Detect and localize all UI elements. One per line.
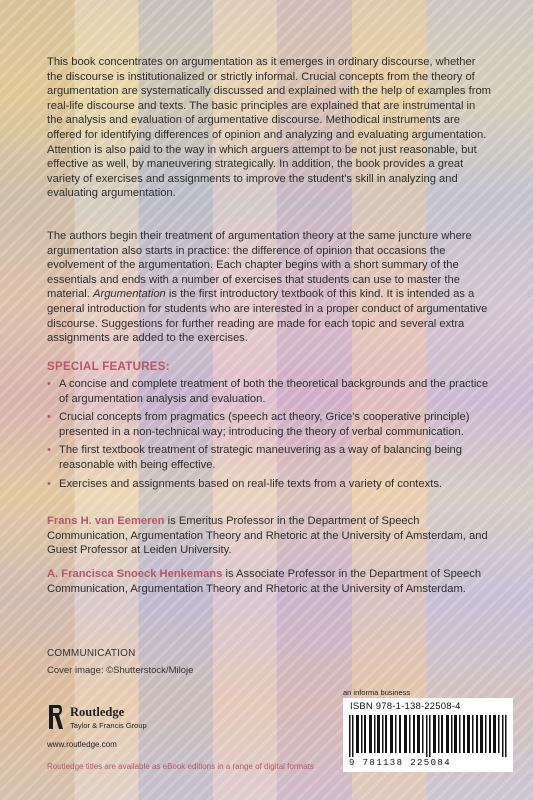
publisher-group: Taylor & Francis Group [70, 721, 147, 730]
ebook-availability-note: Routledge titles are available as eBook editions in a range of digital formats [47, 762, 314, 771]
subject-category: COMMUNICATION [47, 648, 136, 659]
description-paragraph-1: This book concentrates on argumentation as it emerges in ordinary discourse, whether the discourse is institutionalized or strictly informal. Crucial concepts from the theory of argumentation are systematically discussed and explained with the help of examples from real-life discourse and texts. The basic principles are explained that are instrumental in the analysis and evaluation of argumentative discourse. Methodical instruments are offered for identifying differences of opinion and analyzing and evaluating argumentation. Attention is also paid to the way in which arguers attempt to be not just reasonable, but effective as well, by maneuvering strategically. In addition, the book provides a great variety of exercises and assignments to improve the student's skill in analyzing and evaluating argumentation. [47, 56, 492, 200]
isbn-barcode-block [343, 698, 513, 772]
isbn-label: ISBN 978-1-138-22508-4 [350, 701, 461, 712]
bullet-icon: • [47, 477, 51, 490]
feature-text: Crucial concepts from pragmatics (speech act theory, Grice's cooperative principle) presented in a non-technical way; introducing the theory of verbal communication. [59, 411, 470, 438]
feature-item [47, 477, 495, 492]
special-features-heading: SPECIAL FEATURES: [47, 361, 170, 373]
feature-item [47, 410, 495, 439]
author-bio-1 [47, 514, 491, 558]
feature-item [47, 377, 495, 406]
publisher-name: Routledge [70, 705, 125, 719]
bullet-icon: • [47, 411, 51, 424]
bullet-icon: • [47, 444, 51, 457]
author-bio-text: is Emeritus Professor in the Department of Speech Communication, Argumentation Theory and Rhetoric at the University of Amsterdam, and Guest Professor at Leiden University. [47, 515, 488, 557]
bullet-icon: • [47, 378, 51, 390]
publisher-website: www.routledge.com [47, 740, 117, 749]
feature-item [47, 443, 495, 472]
informa-tagline: an informa business [343, 688, 411, 697]
author-name: A. Francisca Snoeck Henkemans [47, 568, 223, 580]
feature-text: Exercises and assignments based on real-life texts from a variety of contexts. [59, 477, 443, 490]
author-name: Frans H. van Eemeren [47, 515, 165, 527]
routledge-logo-icon [47, 703, 65, 731]
special-features-list [47, 377, 495, 495]
author-bio-text: is Associate Professor in the Department of Speech Communication, Argumentation Theory and Rhetoric at the University of Amsterdam. [47, 568, 482, 595]
author-bio-2 [47, 567, 491, 596]
cover-image-credit: Cover image: ©Shutterstock/Miloje [47, 665, 194, 676]
barcode-digits: 9 781138 225084 [349, 758, 452, 768]
paragraph-2-text-start: The authors begin their treatment of argumentation theory at the same juncture where argumentation also starts in practice: the difference of opinion that occasions the evolvement of the argumentation. Each chapter begins with a short summary of the essentials and ends with a number of exercises that students can use to master the material. [47, 230, 472, 301]
description-paragraph-2 [47, 229, 491, 346]
feature-text: The first textbook treatment of strategic maneuvering as a way of balancing being reasonable with being effective. [59, 444, 462, 471]
paragraph-2-text-end: is the first introductory textbook of this kind. It is intended as a general introduction for students who are interested in a proper conduct of argumentative discourse. Suggestions for further reading are made for each topic and several extra assignments are added to the exercises. [47, 288, 488, 345]
barcode-icon [349, 715, 507, 757]
book-title-inline: Argumentation [93, 288, 166, 301]
feature-text: A concise and complete treatment of both the theoretical backgrounds and the practice of argumentation analysis and evaluation. [59, 378, 489, 405]
